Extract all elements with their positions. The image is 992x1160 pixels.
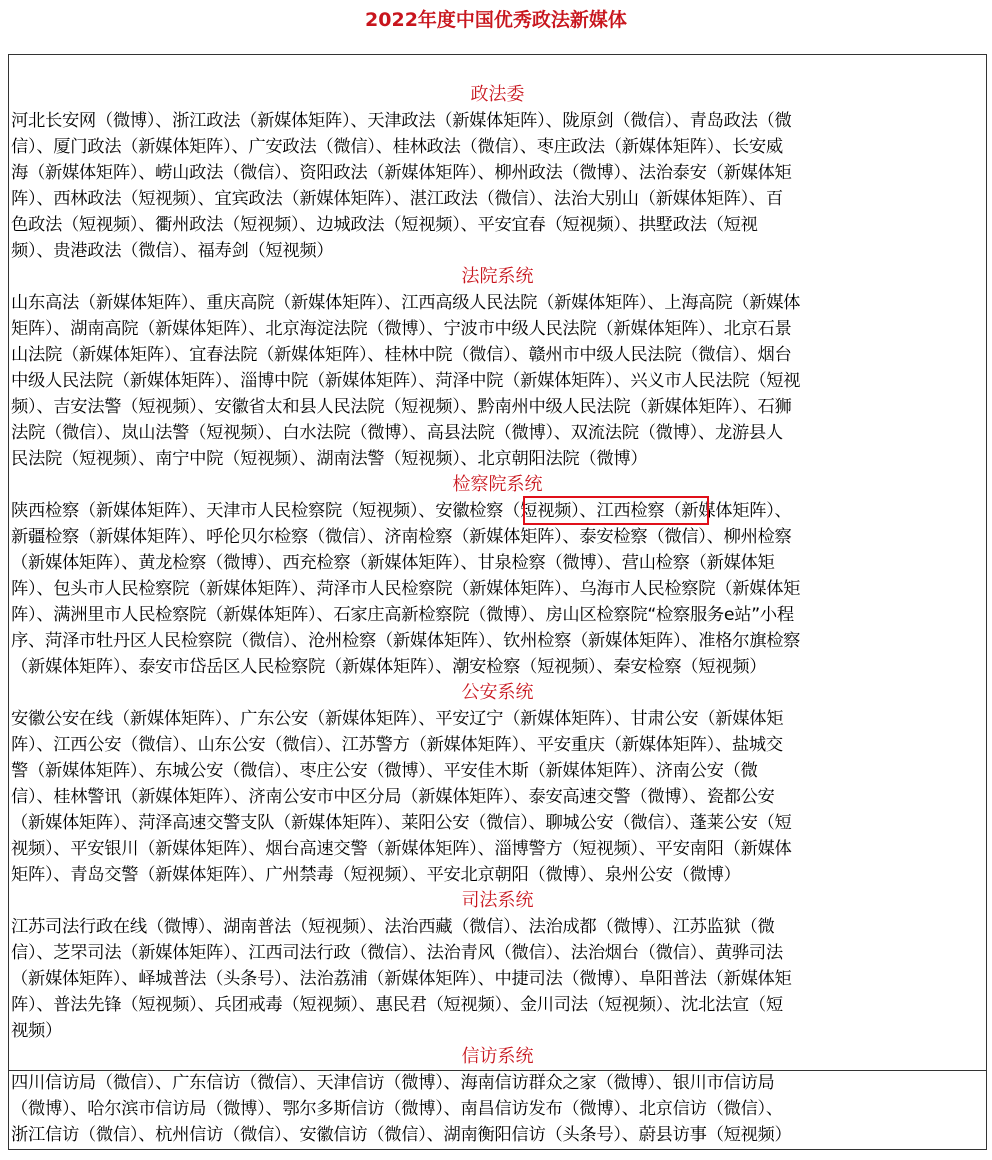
text-line: 新疆检察（新媒体矩阵）、呼伦贝尔检察（微信）、济南检察（新媒体矩阵）、泰安检察（微信）、柳州检察 bbox=[11, 527, 792, 547]
text-line: 视频）、平安银川（新媒体矩阵）、烟台高速交警（新媒体矩阵）、淄博警方（短视频）、平安南阳（新媒体 bbox=[11, 839, 792, 859]
text-line: 警（新媒体矩阵）、东城公安（微信）、枣庄公安（微博）、平安佳木斯（新媒体矩阵）、济南公安（微 bbox=[11, 761, 758, 781]
text-line: 中级人民法院（新媒体矩阵）、淄博中院（新媒体矩阵）、菏泽中院（新媒体矩阵）、兴义市人民法院（短视 bbox=[11, 371, 801, 391]
text-line: 色政法（短视频）、衢州政法（短视频）、边城政法（短视频）、平安宜春（短视频）、拱墅政法（短视 bbox=[11, 215, 758, 235]
text-line: 频）、吉安法警（短视频）、安徽省太和县人民法院（短视频）、黔南州中级人民法院（新媒体矩阵）、石狮 bbox=[11, 397, 792, 417]
text-line: 阵）、满洲里市人民检察院（新媒体矩阵）、石家庄高新检察院（微博）、房山区检察院“检察服务e站”小程 bbox=[11, 605, 794, 625]
text-line: （新媒体矩阵）、菏泽高速交警支队（新媒体矩阵）、莱阳公安（微信）、聊城公安（微信）、蓬莱公安（短 bbox=[11, 813, 792, 833]
text-line: 视频） bbox=[11, 1021, 62, 1041]
text-line: 信）、厦门政法（新媒体矩阵）、广安政法（微信）、桂林政法（微信）、枣庄政法（新媒体矩阵）、长安威 bbox=[11, 137, 783, 157]
text-line: 阵）、江西公安（微信）、山东公安（微信）、江苏警方（新媒体矩阵）、平安重庆（新媒体矩阵）、盐城交 bbox=[11, 735, 783, 755]
page-title: 2022年度中国优秀政法新媒体 bbox=[365, 9, 627, 31]
text-line: 山东高法（新媒体矩阵）、重庆高院（新媒体矩阵）、江西高级人民法院（新媒体矩阵）、上海高院（新媒体 bbox=[11, 293, 801, 313]
section-heading-xinfang: 信访系统 bbox=[461, 1046, 534, 1067]
text-line: （微博）、哈尔滨市信访局（微博）、鄂尔多斯信访（微博）、南昌信访发布（微博）、北京信访（微信）、 bbox=[11, 1099, 783, 1119]
section-heading-jianchayuan: 检察院系统 bbox=[452, 474, 543, 495]
text-line: （新媒体矩阵）、泰安市岱岳区人民检察院（新媒体矩阵）、潮安检察（短视频）、秦安检察（短视频） bbox=[11, 657, 767, 677]
text-line: （新媒体矩阵）、黄龙检察（微博）、西充检察（新媒体矩阵）、甘泉检察（微博）、营山检察（新媒体矩 bbox=[11, 553, 775, 573]
text-line: 浙江信访（微信）、杭州信访（微信）、安徽信访（微信）、湖南衡阳信访（头条号）、蔚县访事（短视频） bbox=[11, 1125, 792, 1145]
section-heading-gongan: 公安系统 bbox=[461, 682, 534, 703]
text-line: 江苏司法行政在线（微博）、湖南普法（短视频）、法治西藏（微信）、法治成都（微博）、江苏监狱（微 bbox=[11, 917, 775, 937]
text-line: 民法院（短视频）、南宁中院（短视频）、湖南法警（短视频）、北京朝阳法院（微博） bbox=[11, 449, 648, 469]
text-line: 山法院（新媒体矩阵）、宜春法院（新媒体矩阵）、桂林中院（微信）、赣州市中级人民法院（微信）、烟台 bbox=[11, 345, 792, 365]
highlight-box bbox=[523, 496, 709, 525]
text-line: 信）、芝罘司法（新媒体矩阵）、江西司法行政（微信）、法治青风（微信）、法治烟台（微信）、黄骅司法 bbox=[11, 943, 783, 963]
text-line: 陕西检察（新媒体矩阵）、天津市人民检察院（短视频）、安徽检察（短视频）、江西检察（新媒体矩阵）、 bbox=[11, 501, 792, 521]
text-line: 阵）、包头市人民检察院（新媒体矩阵）、菏泽市人民检察院（新媒体矩阵）、乌海市人民检察院（新媒体矩 bbox=[11, 579, 801, 599]
text-line: 法院（微信）、岚山法警（短视频）、白水法院（微博）、高县法院（微博）、双流法院（微博）、龙游县人 bbox=[11, 423, 783, 443]
text-line: 阵）、西林政法（短视频）、宜宾政法（新媒体矩阵）、湛江政法（微信）、法治大别山（新媒体矩阵）、百 bbox=[11, 189, 783, 209]
section-heading-fayuan: 法院系统 bbox=[461, 266, 534, 287]
text-line: 频）、贵港政法（微信）、福寿剑（短视频） bbox=[11, 241, 334, 261]
text-line: 矩阵）、湖南高院（新媒体矩阵）、北京海淀法院（微博）、宁波市中级人民法院（新媒体矩阵）、北京石景 bbox=[11, 319, 792, 339]
section-heading-sifa: 司法系统 bbox=[461, 890, 534, 911]
text-line: 四川信访局（微信）、广东信访（微信）、天津信访（微博）、海南信访群众之家（微博）、银川市信访局 bbox=[11, 1073, 775, 1093]
section-heading-zhengfawei: 政法委 bbox=[470, 84, 525, 105]
text-line: 安徽公安在线（新媒体矩阵）、广东公安（新媒体矩阵）、平安辽宁（新媒体矩阵）、甘肃公安（新媒体矩 bbox=[11, 709, 784, 729]
text-line: 矩阵）、青岛交警（新媒体矩阵）、广州禁毒（短视频）、平安北京朝阳（微博）、泉州公安（微博） bbox=[11, 865, 741, 885]
text-line: 阵）、普法先锋（短视频）、兵团戒毒（短视频）、惠民君（短视频）、金川司法（短视频）、沈北法宣（短 bbox=[11, 995, 783, 1015]
text-line: 序、菏泽市牡丹区人民检察院（微信）、沧州检察（新媒体矩阵）、钦州检察（新媒体矩阵）、准格尔旗检察 bbox=[11, 631, 801, 651]
text-line: 河北长安网（微博）、浙江政法（新媒体矩阵）、天津政法（新媒体矩阵）、陇原剑（微信）、青岛政法（微 bbox=[11, 111, 792, 131]
text-line: 海（新媒体矩阵）、崂山政法（微信）、资阳政法（新媒体矩阵）、柳州政法（微博）、法治泰安（新媒体矩 bbox=[11, 163, 792, 183]
text-line: 信）、桂林警讯（新媒体矩阵）、济南公安市中区分局（新媒体矩阵）、泰安高速交警（微博）、瓷都公安 bbox=[11, 787, 775, 807]
text-line: （新媒体矩阵）、峄城普法（头条号）、法治荔浦（新媒体矩阵）、中捷司法（微博）、阜阳普法（新媒体矩 bbox=[11, 969, 792, 989]
